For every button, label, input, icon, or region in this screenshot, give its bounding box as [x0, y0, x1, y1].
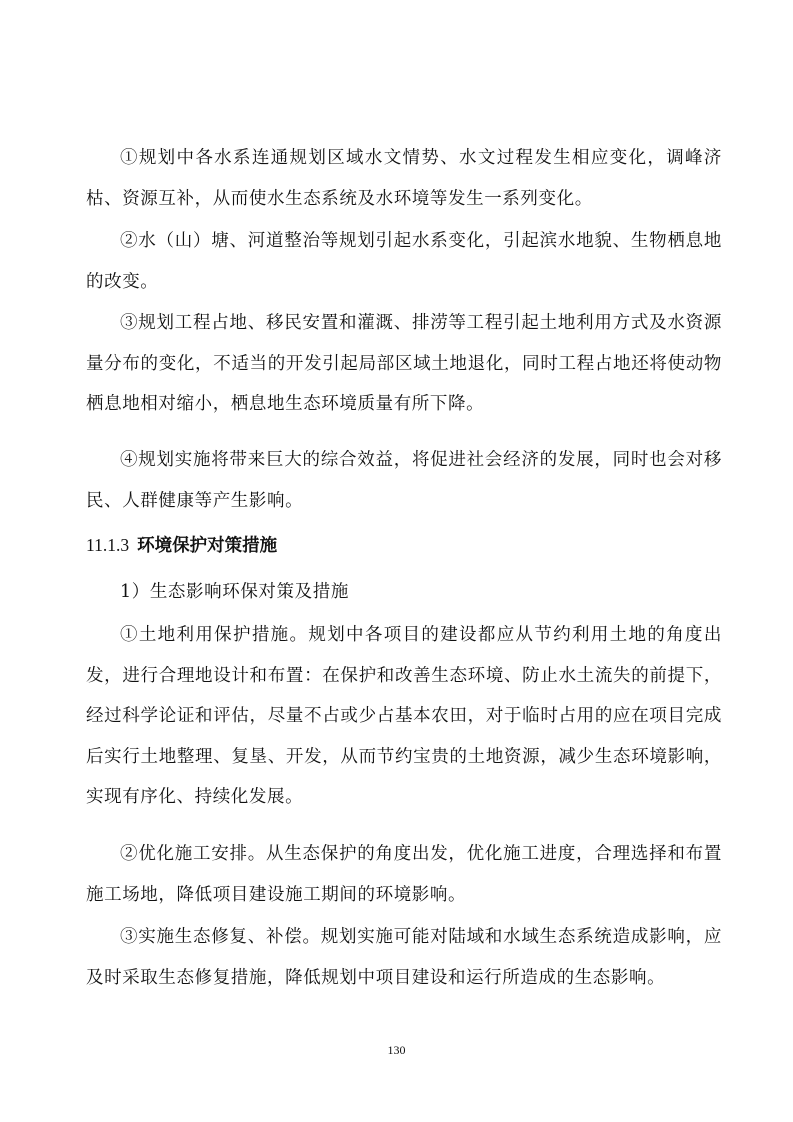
paragraph-2: ②水（山）塘、河道整治等规划引起水系变化，引起滨水地貌、生物栖息地的改变。: [86, 231, 722, 292]
paragraph-3: ③规划工程占地、移民安置和灌溉、排涝等工程引起土地利用方式及水资源量分布的变化，不适当的开发引起局部区域土地退化，同时工程占地还将使动物栖息地相对缩小，栖息地生态环境质量有所下降。: [86, 313, 722, 414]
section-heading: [86, 525, 722, 566]
paragraph-4: ④规划实施将带来巨大的综合效益，将促进社会经济的发展，同时也会对移民、人群健康等产生影响。: [86, 450, 722, 511]
subsection-heading: 1）生态影响环保对策及措施: [120, 582, 349, 602]
paragraph-5: ①土地利用保护措施。规划中各项目的建设都应从节约利用土地的角度出发，进行合理地设计和布置：在保护和改善生态环境、防止水土流失的前提下，经过科学论证和评估，尽量不占或少占基本农田，对于临时占用的应在项目完成后实行土地整理、复垦、开发，从而节约宝贵的土地资源，减少生态环境影响，实现有序化、持续化发展。: [86, 625, 722, 807]
section-title: 环境保护对策措施: [137, 536, 278, 556]
paragraph-7: ③实施生态修复、补偿。规划实施可能对陆域和水域生态系统造成影响，应及时采取生态修复措施，降低规划中项目建设和运行所造成的生态影响。: [86, 927, 722, 988]
section-number: 11.1.3: [86, 535, 130, 555]
paragraph-6: ②优化施工安排。从生态保护的角度出发，优化施工进度，合理选择和布置施工场地，降低项目建设施工期间的环境影响。: [86, 844, 722, 905]
paragraph-1: ①规划中各水系连通规划区域水文情势、水文过程发生相应变化，调峰济枯、资源互补，从而使水生态系统及水环境等发生一系列变化。: [86, 148, 722, 209]
page-number: 130: [387, 1043, 406, 1057]
